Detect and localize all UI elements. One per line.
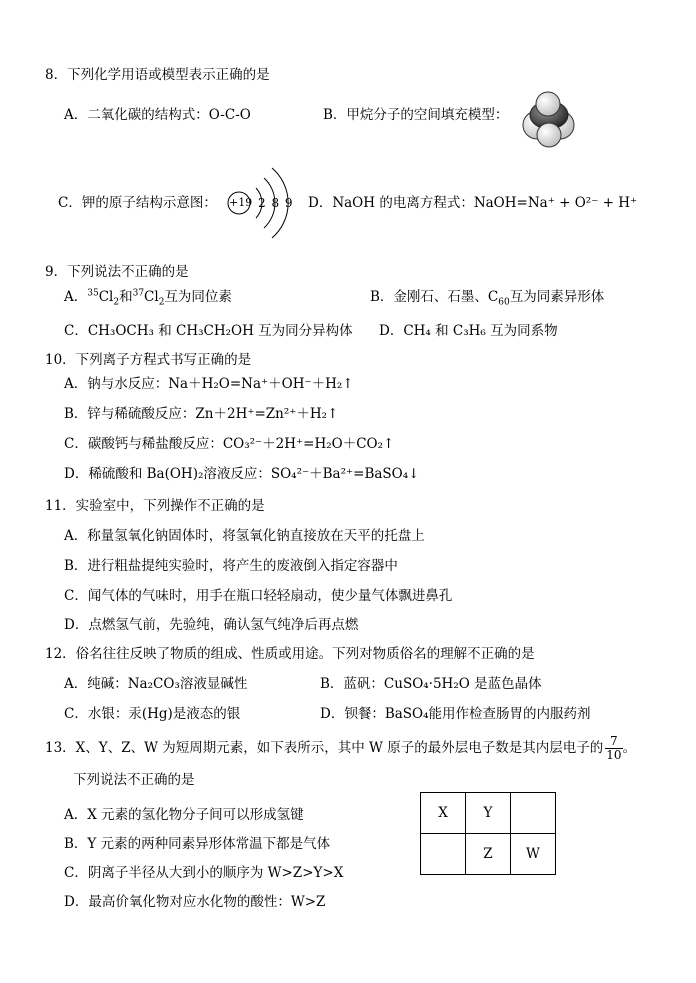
q12-option-a: A．纯碱：Na₂CO₃溶液显碱性: [64, 676, 248, 692]
table-cell-z: Z: [466, 834, 511, 875]
q13-stem: [45, 735, 636, 762]
q9-a-iso2-mass: 37: [132, 288, 145, 299]
q13-option-b: B．Y 元素的两种同素异形体常温下都是气体: [64, 836, 331, 852]
q12-option-c: C．水银：汞(Hg)是液态的银: [64, 706, 241, 722]
methane-space-filling-model: [516, 90, 582, 148]
table-cell-x: X: [421, 793, 466, 834]
q13-option-c: C．阴离子半径从大到小的顺序为 W>Z>Y>X: [64, 865, 344, 881]
q13-stem-text: 13．X、Y、Z、W 为短周期元素，如下表所示，其中 W 原子的最外层电子数是其内层电子的: [45, 740, 604, 756]
table-cell-y: Y: [466, 793, 511, 834]
q8-option-c: C．钾的原子结构示意图：: [58, 195, 217, 211]
q9-a-el1: Cl: [98, 289, 114, 305]
q13-fraction-numerator: 7: [605, 735, 622, 749]
table-cell-empty: [421, 834, 466, 875]
q13-option-d: D．最高价氧化物对应水化物的酸性：W>Z: [64, 894, 326, 910]
q11-option-b: B．进行粗盐提纯实验时，将产生的废液倒入指定容器中: [64, 558, 398, 574]
q12-option-b: B．蓝矾：CuSO₄·5H₂O 是蓝色晶体: [320, 676, 542, 692]
potassium-electron-shells: 2 8 9: [258, 196, 294, 210]
q11-stem: 11．实验室中，下列操作不正确的是: [45, 498, 265, 514]
q11-option-a: A．称量氢氧化钠固体时，将氢氧化钠直接放在天平的托盘上: [64, 528, 425, 544]
q9-a-mid: 和: [119, 289, 133, 305]
table-row: [421, 834, 556, 875]
q9-a-prefix: A．: [64, 289, 88, 305]
potassium-nucleus-charge: +19: [229, 196, 253, 209]
q12-option-d: D．钡餐：BaSO₄能用作检查肠胃的内服药剂: [320, 706, 591, 722]
q10-option-a: A．钠与水反应：Na＋H₂O=Na⁺＋OH⁻＋H₂↑: [64, 376, 354, 392]
q9-a-el1-sub: 2: [113, 297, 120, 308]
q12-stem: 12．俗名往往反映了物质的组成、性质或用途。下列对物质俗名的理解不正确的是: [45, 646, 535, 662]
periodic-table-fragment: [420, 792, 556, 875]
q10-stem: 10．下列离子方程式书写正确的是: [45, 352, 252, 368]
q13-fraction: [605, 735, 622, 762]
q9-option-c: C．CH₃OCH₃ 和 CH₃CH₂OH 互为同分异构体: [64, 323, 353, 339]
table-cell-empty: [511, 793, 556, 834]
q8-option-a: A．二氧化碳的结构式：O-C-O: [64, 107, 251, 123]
q9-option-d: D．CH₄ 和 C₃H₆ 互为同系物: [379, 323, 558, 339]
q11-option-d: D．点燃氢气前，先验纯，确认氢气纯净后再点燃: [64, 617, 359, 633]
q9-a-el2-sub: 2: [158, 297, 165, 308]
q10-option-c: C．碳酸钙与稀盐酸反应：CO₃²⁻＋2H⁺=H₂O＋CO₂↑: [64, 436, 395, 452]
q8-option-d: D．NaOH 的电离方程式：NaOH=Na⁺ + O²⁻ + H⁺: [308, 195, 638, 211]
q9-a-iso1-mass: 35: [87, 288, 99, 299]
q13-fraction-denominator: 10: [606, 748, 622, 762]
q11-option-c: C．闻气体的气味时，用手在瓶口轻轻扇动，使少量气体飘进鼻孔: [64, 588, 453, 604]
q13-stem2: 下列说法不正确的是: [73, 772, 195, 788]
q9-b-sub: 60: [498, 297, 510, 308]
q9-a-el2: Cl: [144, 289, 159, 305]
q9-a-tail: 互为同位素: [164, 289, 232, 305]
q10-option-d: D．稀硫酸和 Ba(OH)₂溶液反应：SO₄²⁻＋Ba²⁺=BaSO₄↓: [64, 466, 420, 482]
q9-option-a: [64, 288, 232, 306]
q13-stem-end: 。: [622, 740, 636, 756]
q8-stem: 8．下列化学用语或模型表示正确的是: [45, 67, 270, 83]
q9-b-post: 互为同素异形体: [509, 289, 605, 305]
q10-option-b: B．锌与稀硫酸反应：Zn＋2H⁺=Zn²⁺＋H₂↑: [64, 406, 339, 422]
q9-option-b: [370, 288, 604, 306]
q9-b-pre: B．金刚石、石墨、C: [370, 289, 499, 305]
table-row: [421, 793, 556, 834]
q8-option-b: B．甲烷分子的空间填充模型：: [323, 107, 509, 123]
table-cell-w: W: [511, 834, 556, 875]
q13-option-a: A．X 元素的氢化物分子间可以形成氢键: [64, 807, 304, 823]
q9-stem: 9．下列说法不正确的是: [45, 264, 189, 280]
